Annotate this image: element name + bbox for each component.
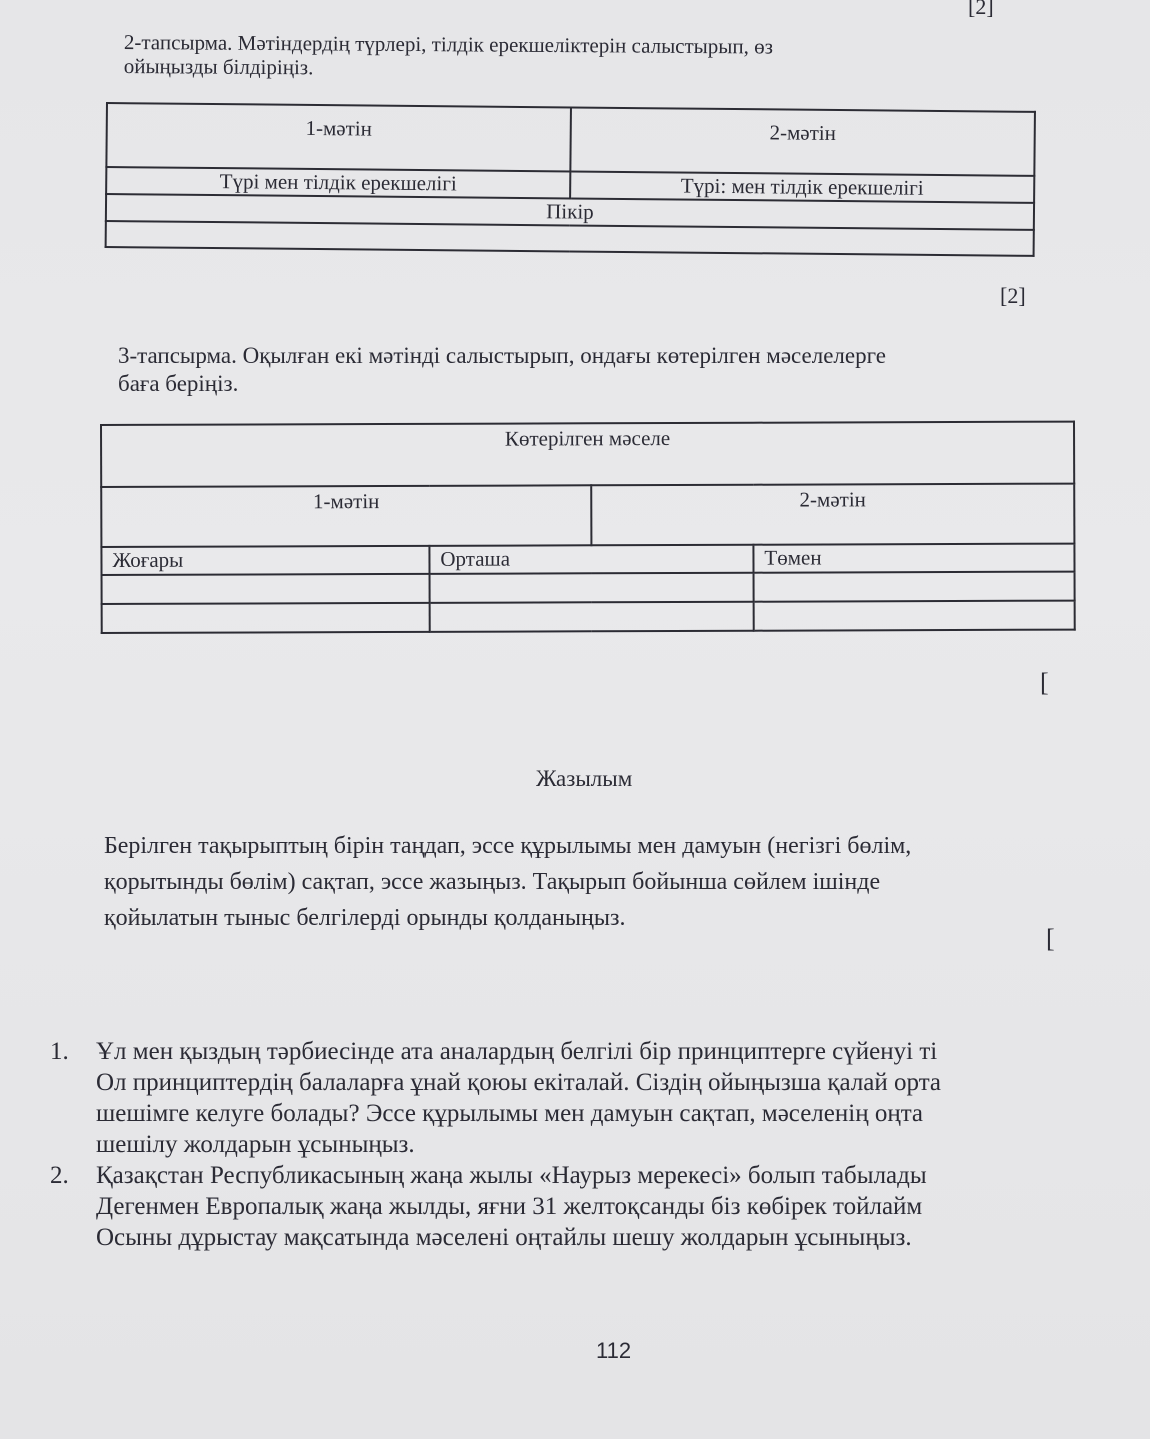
table2-level-low: Төмен (753, 544, 1074, 573)
score-marker-top: [2] (968, 0, 994, 19)
topic-line: шешімге келуге болады? Эссе құрылымы мен дамуын сақтап, мәселенің оңта (96, 1100, 924, 1127)
topic-number: 2. (50, 1162, 69, 1189)
task2-line2: ойыңызды білдіріңіз. (123, 53, 314, 80)
topic-line: Осыны дұрыстау мақсатында мәселені оңтайлы шешу жолдарын ұсыныңыз. (96, 1224, 912, 1251)
table2-col1-header: 1-мәтін (101, 485, 591, 547)
table2-level-mid: Орташа (429, 545, 753, 574)
task3-line2: баға беріңіз. (118, 371, 239, 396)
task2-heading (124, 30, 924, 84)
table1-col1-header: 1-мәтін (106, 103, 571, 171)
table2-answer-cell[interactable] (754, 601, 1075, 631)
comparison-table-task2 (105, 102, 1036, 257)
score-marker-mid: [2] (1000, 283, 1026, 308)
table1-type-col1: Түрі мен тілдік ерекшелігі (106, 167, 570, 198)
task3-heading (118, 342, 1018, 398)
essay-line2: қорытынды бөлім) сақтап, эссе жазыңыз. Тақырып бойынша сөйлем ішінде (104, 869, 881, 895)
essay-instructions (104, 828, 1044, 936)
topic-line: Ол принциптердің балаларға ұнай қоюы екіталай. Сіздің ойыңызша қалай орта (96, 1069, 942, 1096)
issues-table-task3 (100, 421, 1076, 634)
topic-line: Дегенмен Европалық жаңа жылды, яғни 31 желтоқсанды біз көбірек тойлайм (96, 1193, 923, 1220)
topic-line: Қазақстан Республикасының жаңа жылы «Наурыз мерекесі» болып табылады (96, 1162, 927, 1189)
table2-answer-cell[interactable] (430, 602, 754, 632)
essay-line3: қойылатын тыныс белгілерді орынды қолданыңыз. (104, 905, 626, 931)
table2-answer-cell[interactable] (429, 573, 753, 603)
score-marker-partial: [ (1046, 924, 1055, 953)
table2-answer-cell[interactable] (102, 603, 430, 633)
essay-line1: Берілген тақырыптың бірін таңдап, эссе құрылымы мен дамуын (негізгі бөлім, (104, 833, 912, 859)
score-marker-partial: [ (1040, 668, 1049, 697)
page-number: 112 (596, 1338, 632, 1363)
task2-line1: 2-тапсырма. Мәтіндердің түрлері, тілдік ерекшеліктерін салыстырып, өз (123, 30, 774, 59)
table1-type-col2: Түрі: мен тілдік ерекшелігі (570, 171, 1034, 202)
topic-line: Ұл мен қыздың тәрбиесінде ата аналардың белгілі бір принциптерге сүйенуі ті (96, 1038, 938, 1065)
essay-topics-list (50, 1036, 1150, 1253)
table1-col2-header: 2-мәтін (570, 107, 1035, 175)
table2-col2-header: 2-мәтін (591, 484, 1074, 546)
section-title: Жазылым (536, 766, 633, 791)
table1-opinion-header: Пікір (106, 194, 1034, 230)
topic-number: 1. (50, 1038, 69, 1065)
table2-answer-cell[interactable] (753, 572, 1074, 602)
task3-line1: 3-тапсырма. Оқылған екі мәтінді салыстырып, ондағы көтерілген мәселелерге (118, 343, 886, 368)
topic-line: шешілу жолдарын ұсыныңыз. (96, 1131, 415, 1158)
table2-main-header: Көтерілген мәселе (101, 422, 1074, 487)
essay-topic-1 (50, 1036, 1150, 1160)
essay-topic-2 (50, 1160, 1150, 1253)
table2-level-high: Жоғары (101, 546, 429, 575)
table2-answer-cell[interactable] (102, 574, 430, 604)
